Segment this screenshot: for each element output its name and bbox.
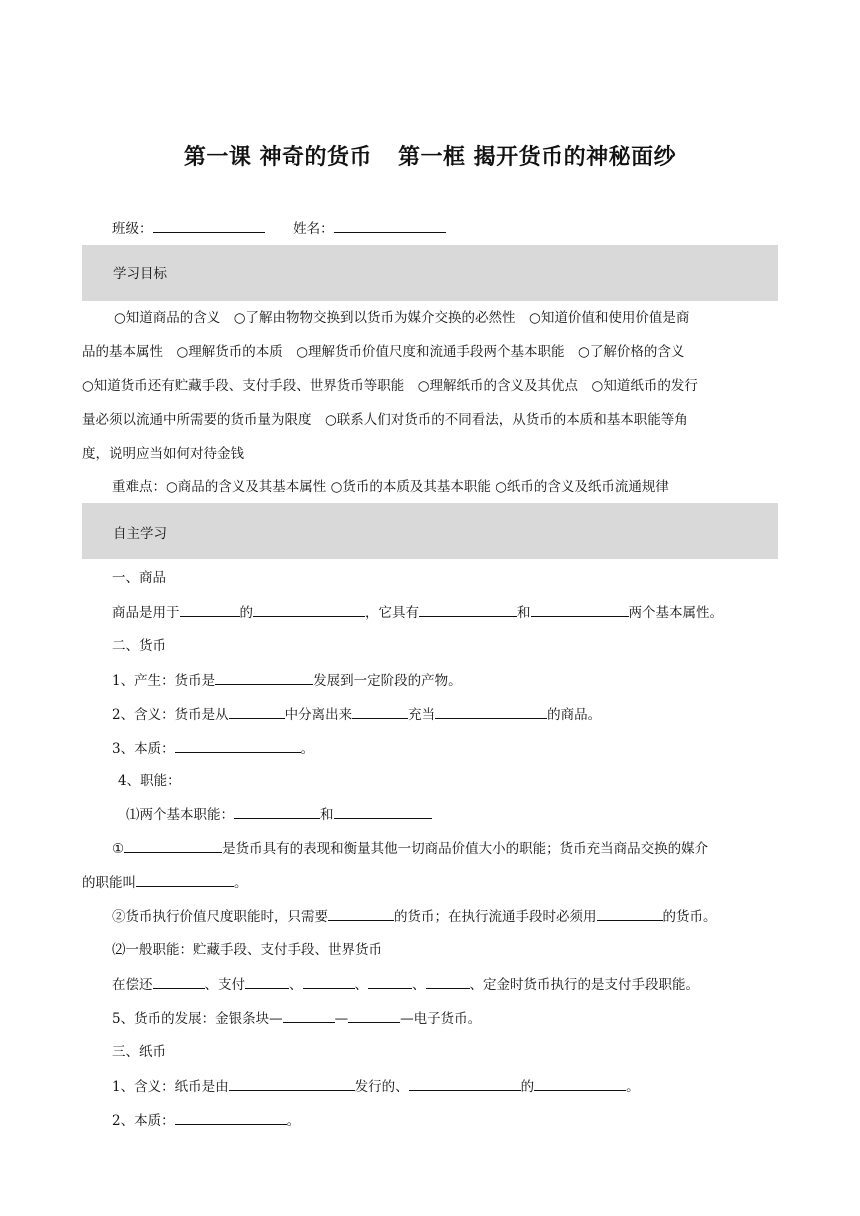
page-title <box>0 140 860 171</box>
heading-commodity: 一、商品 <box>112 570 166 586</box>
objective-line: 量必须以流通中所需要的货币量为限度 ○联系人们对货币的不同看法，从货币的本质和基本职能等角 <box>82 412 688 428</box>
blank[interactable] <box>534 1076 626 1091</box>
blank[interactable] <box>409 1076 521 1091</box>
currency-function: 4、职能： <box>118 773 181 789</box>
blank[interactable] <box>180 602 240 617</box>
blank[interactable] <box>348 1008 400 1023</box>
blank[interactable] <box>303 974 355 989</box>
class-name-row <box>112 218 446 239</box>
blank[interactable] <box>334 804 432 819</box>
currency-essence: 3、本质： 。 <box>112 738 314 759</box>
currency-development: 5、货币的发展：金银条块— — —电子货币。 <box>112 1008 481 1029</box>
section-band-objectives <box>82 245 778 301</box>
class-blank[interactable] <box>153 218 265 233</box>
currency-meaning: 2、含义：货币是从 中分离出来 充当 的商品。 <box>112 704 601 725</box>
blank[interactable] <box>136 872 234 887</box>
title-lesson: 第一课 神奇的货币 <box>183 145 372 170</box>
currency-origin: 1、产生：货币是 发展到一定阶段的产物。 <box>112 670 462 691</box>
objective-line: ○知道货币还有贮藏手段、支付手段、世界货币等职能 ○理解纸币的含义及其优点 ○知道纸币的发行 <box>82 378 698 394</box>
name-blank[interactable] <box>334 218 446 233</box>
blank[interactable] <box>124 838 222 853</box>
question-2: ②货币执行价值尺度职能时，只需要 的货币；在执行流通手段时必须用 的货币。 <box>112 906 717 927</box>
payment-function: 在偿还 、支付 、 、 、 、定金时货币执行的是支付手段职能。 <box>112 974 699 995</box>
blank[interactable] <box>234 804 320 819</box>
blank[interactable] <box>419 602 517 617</box>
blank[interactable] <box>229 1076 355 1091</box>
blank[interactable] <box>597 906 663 921</box>
commodity-definition: 商品是用于 的 ，它具有 和 两个基本属性。 <box>112 602 723 623</box>
blank[interactable] <box>215 670 313 685</box>
heading-currency: 二、货币 <box>112 638 166 654</box>
class-label: 班级： <box>112 221 153 237</box>
heading-paper-money: 三、纸币 <box>112 1044 166 1060</box>
blank[interactable] <box>245 974 289 989</box>
objective-line: 度，说明应当如何对待金钱 <box>82 446 244 462</box>
blank[interactable] <box>531 602 629 617</box>
blank[interactable] <box>435 704 547 719</box>
general-functions: ⑵一般职能：贮藏手段、支付手段、世界货币 <box>112 942 382 958</box>
paper-money-essence: 2、本质： 。 <box>112 1110 300 1131</box>
blank[interactable] <box>283 1008 335 1023</box>
blank[interactable] <box>153 974 205 989</box>
blank[interactable] <box>175 738 301 753</box>
blank[interactable] <box>352 704 408 719</box>
blank[interactable] <box>368 974 412 989</box>
blank[interactable] <box>426 974 470 989</box>
objective-line: ○知道商品的含义 ○了解由物物交换到以货币为媒介交换的必然性 ○知道价值和使用价值是商 <box>114 310 690 326</box>
blank[interactable] <box>175 1110 287 1125</box>
question-1-cont: 的职能叫 。 <box>82 872 248 893</box>
name-label: 姓名： <box>293 221 334 237</box>
blank[interactable] <box>253 602 365 617</box>
basic-functions: ⑴两个基本职能： 和 <box>126 804 432 825</box>
key-points: 重难点：○商品的含义及其基本属性 ○货币的本质及其基本职能 ○纸币的含义及纸币流通规律 <box>112 479 669 495</box>
paper-money-meaning: 1、含义：纸币是由 发行的、 的 。 <box>112 1076 640 1097</box>
blank[interactable] <box>328 906 394 921</box>
blank[interactable] <box>229 704 285 719</box>
title-section: 第一框 揭开货币的神秘面纱 <box>398 145 677 170</box>
question-1: ① 是货币具有的表现和衡量其他一切商品价值大小的职能；货币充当商品交换的媒介 <box>112 838 708 859</box>
section-heading-objectives: 学习目标 <box>113 266 167 282</box>
objective-line: 品的基本属性 ○理解货币的本质 ○理解货币价值尺度和流通手段两个基本职能 ○了解价格的含义 <box>82 344 685 360</box>
section-heading-self-study: 自主学习 <box>113 526 167 542</box>
section-band-self-study <box>82 503 778 559</box>
